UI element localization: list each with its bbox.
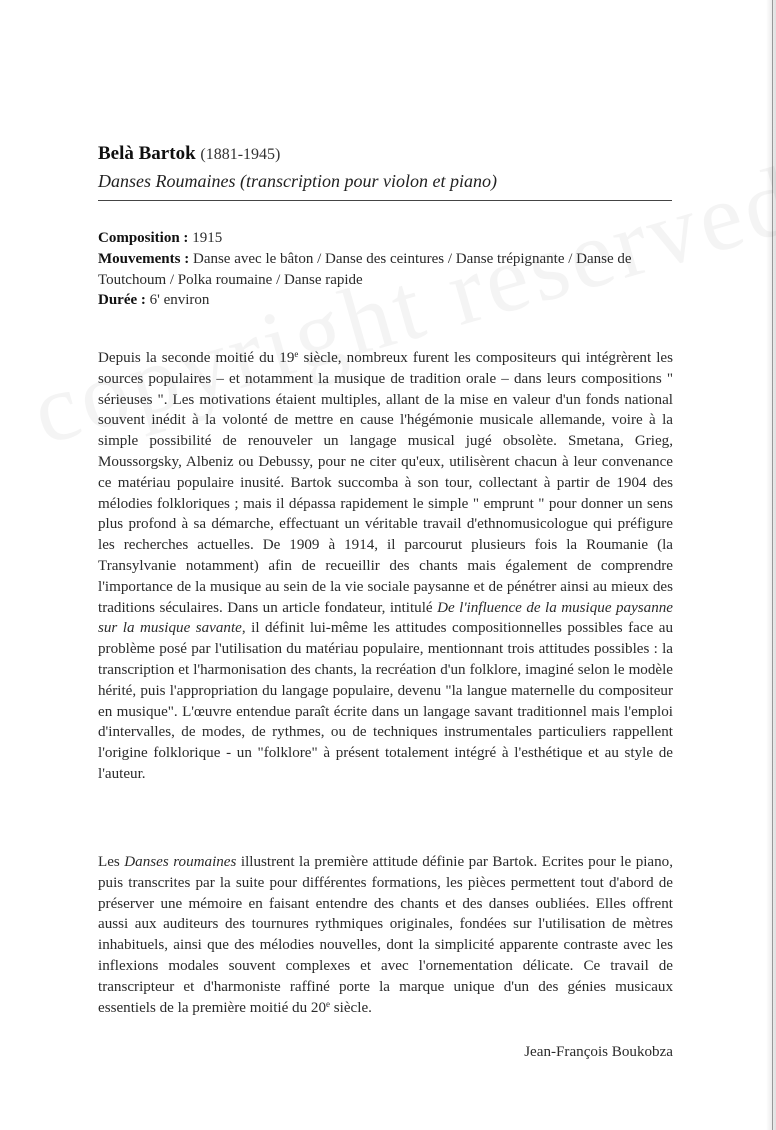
- mouvements-row: [98, 249, 673, 291]
- para1-text-middle: siècle, nombreux furent les compositeurs qui intégrèrent les sources populaires – et notamment la musique de tradition orale – dans leurs compositions " sérieuses ". Les motivations étaient multiples, allant de la mise en valeur d'un fonds national souvent inédit à la volonté de mettre en cause l'hégémonie musicale allemande, voire à la simple possibilité de renouveler un langage musical jugé obsolète. Smetana, Grieg, Moussorgsky, Albeniz ou Debussy, pour ne citer qu'eux, utilisèrent chacun à leur convenance ce matériau populaire inusité. Bartok succomba à son tour, collectant à partir de 1904 des mélodies folkloriques ; mais il dépassa rapidement le simple " emprunt " pour donner un sens plus profond à sa démarche, effectuant un véritable travail d'ethnomusicologue qui préfigure les recherches actuelles. De 1909 à 1914, il parcourut plusieurs fois la Roumanie (la Transylvanie notamment) afin de recueillir des chants mais également de comprendre l'importance de la musique au sein de la vie sociale paysanne et de pénétrer ainsi au mieux des traditions séculaires. Dans un article fondateur, intitulé: [98, 350, 673, 616]
- para2-text-start: Les: [98, 854, 125, 870]
- duree-label: Durée :: [98, 292, 146, 309]
- work-title: Danses Roumaines (transcription pour violon et piano): [98, 171, 497, 191]
- composer-name: Belà Bartok: [98, 143, 196, 164]
- duree-value: 6' environ: [149, 292, 210, 309]
- composition-value: 1915: [192, 230, 223, 246]
- header-divider: [98, 200, 672, 201]
- piece-header: [98, 142, 670, 193]
- para1-superscript: e: [294, 349, 299, 359]
- author-signature: Jean-François Boukobza: [524, 1044, 673, 1060]
- composition-label: Composition :: [98, 230, 189, 246]
- para2-superscript: e: [326, 998, 331, 1009]
- para1-text-start: Depuis la seconde moitié du 19: [98, 350, 295, 366]
- mouvements-label: Mouvements :: [98, 250, 190, 267]
- para2-text-end: siècle.: [330, 999, 372, 1016]
- para2-text-middle: illustrent la première attitude définie par Bartok. Ecrites pour le piano, puis transcrites par la suite pour différentes formations, les pièces permettent tout d'abord de préserver une mémoire en faisant entendre des chants et des danses oubliées. Elles offrent aussi aux auditeurs des tournures rythmiques originales, fondées sur l'utilisation de mètres inhabituels, ainsi que des mélodies nouvelles, dont la simplicité apparente contraste avec les inflexions modales souvent complexes et avec l'ornementation délicate. Ce travail de transcripteur et d'harmoniste raffiné porte la marque unique d'un des génies musicaux essentiels de la première moitié du 20: [98, 854, 673, 1016]
- article-title: De l'influence de la musique paysanne sur la musique savante: [98, 599, 673, 637]
- work-details: [98, 228, 673, 311]
- work-title-inline: Danses roumaines: [124, 854, 237, 870]
- page-edge-line: [772, 0, 773, 1130]
- page-edge-shadow: [766, 0, 776, 1130]
- composer-dates: (1881-1945): [200, 146, 281, 163]
- mouvements-value: Danse avec le bâton / Danse des ceintures / Danse trépignante / Danse de Toutchoum / Polka roumaine / Danse rapide: [98, 250, 632, 288]
- program-note-paragraph-1: [98, 348, 673, 785]
- para1-text-end: , il définit lui-même les attitudes compositionnelles possibles face au problème posé par l'utilisation du matériau populaire, mentionnant trois attitudes possibles : la transcription et l'harmonisation des chants, la recréation d'un folklore, imaginé selon le modèle hérité, puis l'appropriation du langage populaire, devenu "la langue maternelle du compositeur en musique". L'œuvre entendue paraît écrite dans un langage savant traditionnel mais l'emploi d'intervalles, de modes, de rythmes, ou de techniques instrumentales particuliers rappellent l'origine folklorique - un "folklore" à présent totalement intégré à l'esthétique et au style de l'auteur.: [98, 620, 673, 782]
- duree-row: [98, 290, 673, 311]
- composition-row: [98, 228, 673, 249]
- composer-line: [98, 142, 670, 167]
- program-note-paragraph-2: [98, 852, 673, 1018]
